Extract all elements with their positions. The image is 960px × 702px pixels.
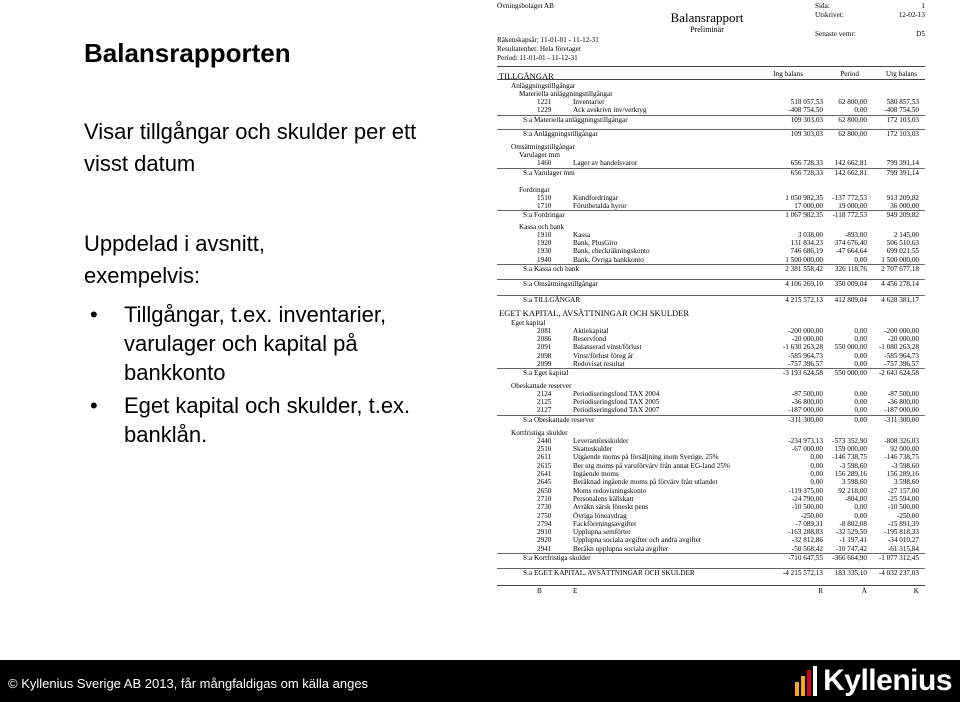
report-meta: Räkenskapsår: 11-01-01 - 11-12-31 Resultatenhet: Hela företaget Period: 11-01-01 - 11-12-31 [497,36,599,62]
account-name: S:a Anläggningstillgångar [523,129,598,138]
account-number: 2730 [537,503,552,512]
amount-cell: -808 326,03 [884,436,919,445]
report-subtitle: Preliminär [690,25,724,34]
amount-cell: 656 728,33 [790,159,823,168]
sum-row [497,115,925,125]
account-row [497,159,925,168]
account-number: 1510 [537,193,552,202]
account-row [497,545,925,554]
account-name: Upplupna semförter [573,528,631,537]
amount-cell: 92 000,00 [890,445,919,454]
account-row [497,202,925,211]
amount-cell: 156 289,16 [834,470,867,478]
account-number: 2124 [537,389,552,398]
last-ver-number: D5 [916,30,925,38]
account-row [497,327,925,336]
account-name: Vinst/förlust föreg år [573,351,634,360]
account-name: Fackföreningsavgifter [573,519,637,528]
sum-row [497,168,925,178]
amount-cell: 580 857,53 [886,98,919,106]
amount-cell: -8 802,08 [839,519,867,528]
account-number: 1229 [537,106,552,115]
amount-cell: 156 289,16 [886,470,919,478]
account-name: Kassa [573,230,591,239]
amount-cell: 0,00 [854,106,867,115]
amount-cell: -32 529,50 [835,528,867,537]
amount-cell: -118 772,53 [832,211,867,220]
amount-cell: 4 106 269,10 [785,280,823,289]
amount-cell: -36 800,00 [887,397,919,406]
account-row [497,194,925,203]
amount-cell: -585 964,73 [788,351,823,360]
account-row [497,256,925,265]
amount-cell: 0,00 [810,461,823,470]
amount-cell: -24 790,00 [791,494,823,503]
amount-cell: -10 500,00 [791,503,823,512]
amount-cell: 92 218,00 [838,486,867,495]
account-number: 1940 [537,255,552,264]
amount-cell: 0,00 [810,478,823,487]
report-heading [647,10,767,34]
amount-cell: 2 145,00 [893,230,919,239]
account-number: 1930 [537,247,552,256]
account-number: 2615 [537,461,552,470]
section-heading: Obeskattade reserver [511,381,572,390]
report-header-info: Sida: 1 Utskrivet: 12-02-13 Senaste vernr: D5 [815,2,925,38]
account-name: Periodiseringsfond TAX 2004 [573,389,660,398]
amount-cell: -366 664,90 [832,554,867,562]
bullet-icon: • [90,393,98,418]
amount-cell: 350 009,04 [834,280,867,289]
amount-cell: -4 215 572,13 [782,569,823,578]
account-row [497,247,925,256]
sum-row [497,129,925,139]
account-name: Leverantörsskulder [573,436,629,445]
account-number: 2125 [537,397,552,406]
amount-cell: 4 215 572,13 [785,295,823,304]
amount-cell: 4 456 278,14 [881,280,919,289]
account-name: Bank, PlusGiro [573,239,618,247]
amount-cell: -7 089,31 [795,519,823,528]
amount-cell: 699 021,55 [886,247,919,256]
account-number: 2440 [537,436,552,445]
amount-cell: -804,00 [844,494,867,503]
amount-cell: -893,00 [844,230,867,239]
amount-cell: 0,00 [854,406,867,415]
amount-cell: -3 598,60 [891,461,919,470]
sum-row [497,368,925,378]
account-number: B [537,586,542,595]
account-number: 2750 [537,511,552,520]
amount-cell: Ä [861,586,867,595]
account-number: 2081 [537,326,552,335]
copyright-text: © Kyllenius Sverige AB 2013, får mångfaldigas om källa anges [8,676,369,691]
bullet-list [84,300,464,453]
report-company: Övningsbolaget AB [497,2,554,10]
account-row [497,453,925,462]
section-heading: EGET KAPITAL, AVSÄTTNINGAR OCH SKULDER [499,307,690,318]
amount-cell: 326 118,76 [834,264,867,273]
amount-cell: 550 000,00 [834,343,867,352]
amount-cell: 0,00 [854,415,867,424]
account-name: S:a Kortfristiga skulder [523,554,591,562]
account-name: S:a Materiella anläggningstillgångar [523,115,628,124]
amount-cell: -67 000,00 [791,445,823,454]
account-name: Upplupna sociala avgifter och andra avgifter [573,536,702,545]
sum-row [497,568,925,578]
amount-cell: -146 738,75 [832,453,867,462]
account-row [497,239,925,248]
amount-cell: -34 010,27 [887,536,919,545]
account-name: Beräknad ingående moms på förvärv från utlandet [573,478,718,487]
divider [497,79,925,80]
amount-cell: -1 630 263,28 [782,343,823,352]
sum-row [497,295,925,305]
account-row [497,528,925,537]
account-row [497,335,925,344]
amount-cell: 2 381 558,42 [785,264,823,273]
amount-cell: -200 000,00 [884,326,919,335]
section-heading: Varulager mm [519,151,560,160]
account-name: Beräkn upplupna sociala avgifter [573,544,669,553]
amount-cell: 799 391,14 [886,168,919,177]
section-heading: Omsättningstillgångar [511,143,575,152]
account-number: 1910 [537,230,552,239]
logo-text: Kyllenius [823,664,952,697]
sum-row [497,415,925,425]
section-heading: Fordringar [519,185,550,194]
amount-cell: 550 000,00 [834,369,867,378]
account-number: 2099 [537,360,552,368]
amount-cell: -3 598,60 [839,461,867,470]
sum-row [497,279,925,289]
account-name: Övriga löneavdrag [573,511,627,520]
account-row [497,536,925,545]
sum-row [497,553,925,563]
amount-cell: 2 707 677,18 [881,264,919,273]
amount-cell: -119 375,00 [788,486,823,495]
account-row [497,587,925,596]
amount-cell: -1 077 312,45 [878,554,919,562]
account-number: 2710 [537,494,552,503]
account-row [497,343,925,352]
account-name: S:a TILLGÅNGAR [523,295,581,304]
account-row [497,495,925,504]
amount-cell: -573 352,90 [832,436,867,445]
kyllenius-logo [795,663,952,699]
slide-title: Balansrapporten [84,38,291,68]
slide-text-area [0,0,480,660]
slide-paragraph-2: Uppdelad i avsnitt, exempelvis: [84,231,265,288]
account-number: 2091 [537,343,552,352]
account-name: S:a Fordringar [523,211,565,220]
amount-cell: 412 809,04 [834,295,867,304]
sum-row [497,264,925,274]
amount-cell: -250,00 [896,511,919,520]
account-number: 2910 [537,528,552,537]
amount-cell: 1 500 000,00 [785,255,823,264]
account-name: Ack avskrivn inv/verktyg [573,106,647,115]
amount-cell: 949 209,82 [886,211,919,220]
account-row [497,437,925,446]
amount-cell: 1 500 000,00 [881,255,919,264]
account-number: 2510 [537,445,552,454]
amount-cell: -187 000,00 [788,406,823,415]
amount-cell: 109 303,03 [790,129,823,138]
amount-cell: 109 303,03 [790,115,823,124]
account-number: 2920 [537,536,552,545]
account-number: 2794 [537,519,552,528]
account-name: Kundfordringar [573,193,619,202]
amount-cell: 0,00 [854,389,867,398]
amount-cell: -87 500,00 [791,389,823,398]
account-row [497,360,925,369]
account-name: Aktiekapital [573,326,609,335]
amount-cell: 62 800,00 [838,115,867,124]
amount-cell: 36 000,00 [890,202,919,211]
amount-cell: 3 598,60 [893,478,919,487]
amount-cell: -10 747,42 [835,544,867,553]
account-name: Moms redovisningskonto [573,486,647,495]
account-row [497,487,925,496]
account-name: Reservfond [573,335,607,344]
account-row [497,352,925,361]
amount-cell: -234 973,13 [788,436,823,445]
amount-cell: -200 000,00 [788,326,823,335]
amount-cell: -408 754,50 [884,106,919,115]
bullet-icon: • [90,302,98,327]
amount-cell: -408 754,50 [788,106,823,115]
amount-cell: -710 647,55 [788,554,823,562]
account-row [497,406,925,415]
account-name: S:a Kassa och bank [523,264,580,273]
account-row [497,398,925,407]
amount-cell: -3 193 624,58 [782,369,823,378]
account-row [497,106,925,115]
amount-cell: -47 664,64 [835,247,867,256]
amount-cell: -4 032 237,03 [878,569,919,578]
amount-cell: 746 686,19 [790,247,823,256]
account-name: Balanserad vinst/förlust [573,343,642,352]
account-name: S:a Eget kapital [523,369,569,378]
account-name: Avräkn särsk löneskt pens [573,503,649,512]
bullet-item: • Eget kapital och skulder, t.ex. banklån. [90,393,411,447]
account-number: 2086 [537,335,552,344]
amount-cell: 799 391,14 [886,159,919,168]
amount-cell: 1 067 982,35 [785,211,823,220]
amount-cell: 0,00 [810,470,823,478]
amount-cell: -15 891,39 [887,519,919,528]
account-number: 2611 [537,453,552,462]
account-number: 2941 [537,544,552,553]
amount-cell: 131 834,23 [790,239,823,247]
printed-date: 12-02-13 [898,11,925,19]
slide-paragraph-1: Visar tillgångar och skulder per ett visst datum [84,119,417,176]
account-row [497,462,925,471]
section-heading: Kassa och bank [519,222,565,231]
amount-cell: 0,00 [854,351,867,360]
account-name: E [573,586,578,595]
amount-cell: -25 594,00 [887,494,919,503]
account-name: Bank, Övriga bankkonto [573,255,644,264]
account-name: S:a Varulager mm [523,168,575,177]
account-name: Periodiseringsfond TAX 2007 [573,406,660,415]
section-heading: Anläggningstillgångar [511,82,576,90]
amount-cell: 518 057,53 [790,98,823,106]
account-name: Ingående moms [573,470,619,478]
amount-cell: 142 662,81 [834,159,867,168]
account-name: S:a Obeskattade reserver [523,415,595,424]
account-number: 2645 [537,478,552,487]
account-number: 1920 [537,239,552,247]
amount-cell: 0,00 [854,397,867,406]
amount-cell: -187 000,00 [884,406,919,415]
amount-cell: 0,00 [854,503,867,512]
amount-cell: 0,00 [854,335,867,344]
account-row [497,520,925,529]
amount-cell: -61 315,84 [887,544,919,553]
amount-cell: -27 157,00 [887,486,919,495]
amount-cell: -20 000,00 [791,335,823,344]
amount-cell: 656 728,33 [790,168,823,177]
column-headers: Ing balans Period Utg balans [773,70,917,78]
sum-row [497,210,925,220]
section-heading: Kortfristiga skulder [511,428,568,437]
amount-cell: 19 000,00 [838,202,867,211]
section-heading: Eget kapital [511,318,546,327]
amount-cell: 506 510,63 [886,239,919,247]
amount-cell: -311 300,00 [884,415,919,424]
account-number: 1460 [537,159,552,168]
amount-cell: 0,00 [854,255,867,264]
amount-cell: -137 772,53 [832,193,867,202]
account-row [497,390,925,399]
account-name: Förutbetalda hyror [573,202,627,211]
account-number: 2650 [537,486,552,495]
amount-cell: 62 800,00 [838,129,867,138]
account-row [497,503,925,512]
account-name: S:a EGET KAPITAL, AVSÄTTNINGAR OCH SKULDER [523,569,695,578]
amount-cell: R [818,586,823,595]
section-heading: Materiella anläggningstillgångar [519,90,613,98]
amount-cell: -585 964,73 [884,351,919,360]
account-name: Personalens källskatt [573,494,634,503]
amount-cell: 4 628 381,17 [881,295,919,304]
account-row [497,478,925,487]
account-row [497,231,925,240]
logo-bars-icon [795,666,819,696]
amount-cell: 17 000,00 [794,202,823,211]
amount-cell: 159 000,00 [834,445,867,454]
amount-cell: K [913,586,919,595]
amount-cell: -36 800,00 [791,397,823,406]
account-number: 2641 [537,470,552,478]
page-number: 1 [921,2,925,10]
amount-cell: -757 396,57 [788,360,823,368]
balance-report [497,0,925,630]
amount-cell: 183 335,10 [834,569,867,578]
amount-cell: 172 103,03 [886,129,919,138]
amount-cell: -50 568,42 [791,544,823,553]
amount-cell: -20 000,00 [887,335,919,344]
amount-cell: -146 738,75 [884,453,919,462]
amount-cell: -2 643 624,58 [878,369,919,378]
bullet-item: • Tillgångar, t.ex. inventarier, varulager och kapital på bankkonto [90,302,387,385]
account-number: 1221 [537,98,552,106]
amount-cell: -32 812,86 [791,536,823,545]
amount-cell: 172 103,03 [886,115,919,124]
account-name: Lager av handelsvaror [573,159,638,168]
amount-cell: -1 080 263,28 [878,343,919,352]
account-number: 2098 [537,351,552,360]
amount-cell: 1 050 982,35 [785,193,823,202]
amount-cell: 913 209,82 [886,193,919,202]
amount-cell: 62 800,00 [838,98,867,106]
amount-cell: -10 500,00 [887,503,919,512]
account-name: Ber utg moms på varuförvärv från annat EG-land 25% [573,461,730,470]
divider [497,585,925,586]
account-name: S:a Omsättningstillgångar [523,280,598,289]
account-row [497,98,925,107]
account-name: Utgående moms på försäljning inom Sverige, 25% [573,453,719,462]
divider [497,66,925,67]
amount-cell: 142 662,81 [834,168,867,177]
amount-cell: 374 676,40 [834,239,867,247]
account-name: Skatteskulder [573,445,613,454]
amount-cell: 0,00 [810,453,823,462]
account-name: Inventarier [573,98,605,106]
footer-bar [0,660,960,702]
amount-cell: 0,00 [854,360,867,368]
amount-cell: -195 818,33 [884,528,919,537]
account-name: Redovisat resultat [573,360,625,368]
amount-cell: 0,00 [854,511,867,520]
amount-cell: -1 197,41 [839,536,867,545]
account-number: 2127 [537,406,552,415]
amount-cell: 3 598,60 [841,478,867,487]
account-name: Bank, checkräkningskonto [573,247,650,256]
amount-cell: -311 300,00 [788,415,823,424]
section-heading: TILLGÅNGAR [499,71,554,81]
account-number: 1710 [537,202,552,211]
report-title: Balansrapport [670,10,744,25]
amount-cell: 3 038,00 [797,230,823,239]
amount-cell: -163 288,83 [788,528,823,537]
amount-cell: 0,00 [854,326,867,335]
amount-cell: -757 396,57 [884,360,919,368]
amount-cell: -87 500,00 [887,389,919,398]
account-row [497,512,925,521]
amount-cell: -250,00 [800,511,823,520]
account-name: Periodiseringsfond TAX 2005 [573,397,660,406]
